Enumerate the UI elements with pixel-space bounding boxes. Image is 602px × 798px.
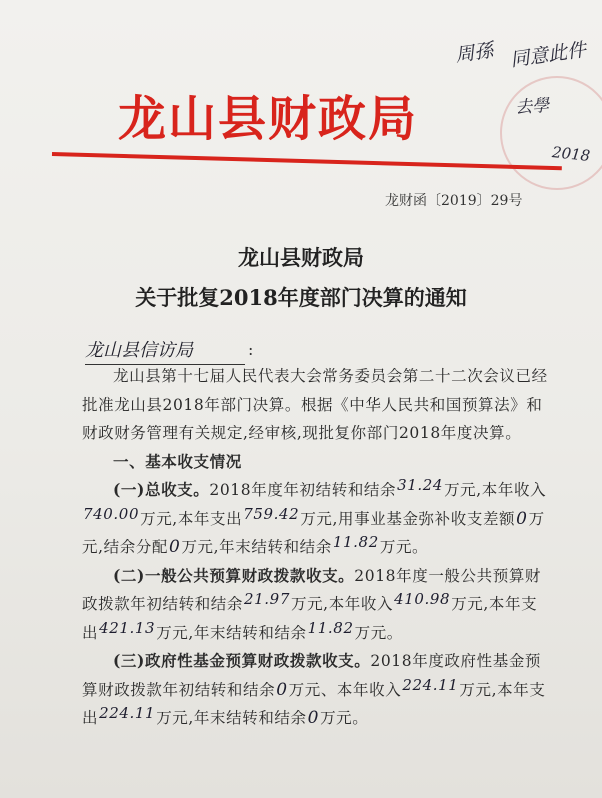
handwritten-value: 0 <box>169 537 181 557</box>
handwritten-value: 0 <box>276 679 288 700</box>
intro-paragraph: 龙山县第十七届人民代表大会常务委员会第二十二次会议已经批准龙山县2018年部门决算。根据《中华人民共和国预算法》和财政财务管理有关规定,经审核,现批复你部门2018年度决算。 <box>82 367 548 442</box>
handwritten-value: 31.24 <box>397 476 444 494</box>
notice-title-line1: 龙山县财政局 <box>238 245 364 270</box>
handwritten-value: 0 <box>516 508 528 529</box>
handwritten-value: 759.42 <box>243 504 300 523</box>
handwritten-value: 740.00 <box>83 504 140 523</box>
handwritten-value: 11.82 <box>332 533 379 551</box>
letterhead-red-rule <box>52 152 562 170</box>
item-heading: (二)一般公共预算财政拨款收支。 <box>113 565 355 585</box>
handwritten-signature: 周孫 <box>453 39 495 67</box>
handwritten-value: 224.11 <box>99 704 156 722</box>
handwritten-approval: 同意此件 <box>509 38 588 72</box>
handwritten-year: 2018 <box>551 143 592 165</box>
handwritten-note: 去學 <box>514 95 550 119</box>
section-heading: 一、基本收支情况 <box>113 451 242 471</box>
recipient-name: 龙山县信访局 <box>85 336 245 365</box>
handwritten-value: 11.82 <box>307 618 354 637</box>
paragraph-general-public-budget: (二)一般公共预算财政拨款收支。2018年度一般公共预算财政拨款年初结转和结余21.97万元,本年收入410.98万元,本年支出421.13万元,年末结转和结余11.82万元。 <box>82 565 542 642</box>
item-heading: (三)政府性基金预算财政拨款收支。 <box>113 651 371 670</box>
handwritten-value: 421.13 <box>99 618 156 637</box>
handwritten-value: 224.11 <box>402 675 459 694</box>
handwritten-value: 0 <box>307 708 320 728</box>
item-heading: (一)总收支。 <box>113 480 210 499</box>
handwritten-value: 21.97 <box>244 590 290 608</box>
notice-title-line2: 关于批复2018年度部门决算的通知 <box>135 285 467 310</box>
notice-body <box>82 362 552 733</box>
letterhead-title: 龙山县财政局 <box>118 91 419 147</box>
paragraph-government-fund-budget: (三)政府性基金预算财政拨款收支。2018年度政府性基金预算财政拨款年初结转和结余0万元、本年收入224.11万元,本年支出224.11万元,年末结转和结余0万元。 <box>82 651 546 728</box>
recipient-colon: : <box>248 340 254 359</box>
paragraph-total-income-expense: (一)总收支。2018年度年初结转和结余31.24万元,本年收入740.00万元,本年支出759.42万元,用事业基金弥补收支差额0万元,结余分配0万元,年末结转和结余11.82万元。 <box>82 476 547 557</box>
handwritten-value: 410.98 <box>394 590 451 608</box>
document-number: 龙财函〔2019〕29号 <box>385 193 523 209</box>
